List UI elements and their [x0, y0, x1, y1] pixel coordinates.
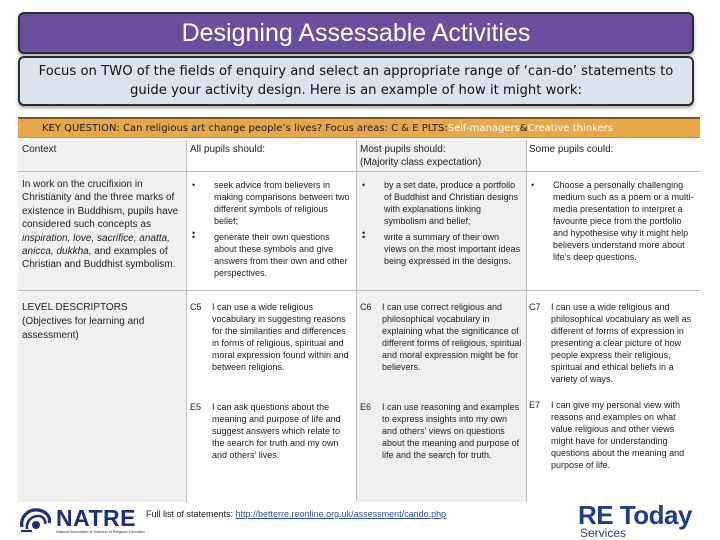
retoday-wordmark: RE Today — [578, 500, 692, 530]
row-divider — [18, 171, 700, 172]
some-pupils-cell — [529, 179, 697, 263]
descriptor-e7 — [529, 399, 699, 489]
page-title: Designing Assessable Activities — [181, 18, 531, 47]
key-question-bar — [18, 117, 700, 138]
context-text-intro: In work on the crucifixion in Christianity and the three marks of existence in Buddhism, pupils have considered such concepts as — [22, 179, 179, 231]
title-banner — [18, 12, 694, 54]
natre-wordmark: NATRE — [56, 505, 137, 531]
descriptor-text: I can use a wide religious and philosophical vocabulary as well as different of forms of expression in presenting a clear picture of how people express their religious, spiritual and ethical beliefs in a variety of ways. — [551, 302, 692, 384]
context-text-end: and examples of Christian and Buddhist symbolism. — [22, 246, 176, 271]
list-item: • generate their own questions about these symbols and give answers from their own and other perspectives. — [190, 231, 352, 279]
footer-label: Full list of statements: — [146, 509, 236, 519]
list-item: • seek advice from believers in making comparisons between two different symbols of religious belief; — [190, 179, 352, 227]
column-divider — [526, 140, 527, 502]
descriptor-code: E5 — [190, 402, 202, 412]
header-most-pupils-note: (Majority class expectation) — [360, 157, 482, 168]
statements-link[interactable]: http://betterre.reonline.org.uk/assessment/cando.php — [235, 509, 447, 519]
plts-self-managers: Self-managers — [447, 122, 520, 134]
level-descriptors-label — [22, 301, 182, 343]
descriptor-code: C6 — [360, 302, 372, 312]
focus-instructions — [18, 56, 694, 106]
footer-statements — [146, 509, 446, 519]
level-descriptors-subtitle: (Objectives for learning and assessment) — [22, 316, 145, 341]
descriptor-c5 — [190, 301, 354, 391]
header-most-pupils-title: Most pupils should: — [360, 144, 446, 155]
column-divider — [356, 140, 357, 502]
header-context: Context — [22, 144, 57, 155]
list-item: • by a set date, produce a portfolio of Buddhist and Christian designs with explanations linking symbolism and belief; — [360, 179, 524, 227]
descriptor-text: I can give my personal view with reasons and examples on what value religious and other views might have for understanding questions about the meaning and purpose of life. — [551, 400, 685, 470]
descriptor-code: C5 — [190, 302, 202, 312]
focus-text: Focus on TWO of the fields of enquiry and select an appropriate range of ‘can-do’ statements to guide your activity design. Here is an example of how it might work: — [38, 64, 674, 98]
descriptor-text: I can use correct religious and philosophical vocabulary in explaining what the significance of different forms of religious, spiritual and moral expression might be for believers. — [382, 302, 522, 372]
descriptor-code: C7 — [529, 302, 541, 312]
descriptor-code: E7 — [529, 400, 541, 410]
header-most-pupils — [360, 143, 524, 169]
descriptor-text: I can ask questions about the meaning and purpose of life and suggest answers which relate to the search for truth and my own and others’ lives. — [212, 402, 341, 460]
plts-creative-thinkers: Creative thinkers — [527, 122, 613, 134]
key-question-text: KEY QUESTION: Can religious art change people’s lives? Focus areas: C & E PLTS: — [42, 122, 448, 134]
retoday-services: Services — [580, 526, 627, 540]
descriptor-text: I can use a wide religious vocabulary in suggesting reasons for the similarities and differences in forms of religious, spiritual and moral expression found within and between religions. — [212, 302, 349, 372]
natre-logo — [18, 503, 145, 539]
descriptor-e5 — [190, 401, 354, 471]
header-all-pupils: All pupils should: — [190, 144, 266, 155]
list-item: • write a summary of their own views on the most important ideas being expressed in the designs. — [360, 231, 524, 267]
context-terms: inspiration, love, sacrifice, anatta, anicca, dukkha, — [22, 232, 170, 258]
level-descriptors-title: LEVEL DESCRIPTORS — [22, 302, 128, 313]
most-pupils-cell — [360, 179, 524, 267]
retoday-logo — [578, 502, 702, 540]
plts-ampersand: & — [519, 122, 528, 134]
header-some-pupils: Some pupils could: — [529, 144, 614, 155]
natre-tagline: National Association of Teachers of Religious Education — [56, 530, 145, 534]
context-cell — [22, 178, 182, 272]
descriptor-code: E6 — [360, 402, 372, 412]
column-divider — [186, 140, 187, 502]
descriptor-e6 — [360, 401, 524, 481]
activity-table — [18, 140, 700, 502]
descriptor-text: I can use reasoning and examples to express insights into my own and others’ views on questions about the meaning and purpose of life and the search for truth. — [382, 402, 520, 460]
list-item: • Choose a personally challenging medium such as a poem or a multi-media presentation to interpret a favourite piece from the portfolio and hypothesise why it might help believers understand more about life's deep questions. — [529, 179, 697, 263]
descriptor-c6 — [360, 301, 524, 391]
descriptor-c7 — [529, 301, 699, 401]
all-pupils-cell — [190, 179, 352, 279]
natre-swirl-icon — [18, 505, 54, 535]
row-divider — [18, 290, 700, 291]
